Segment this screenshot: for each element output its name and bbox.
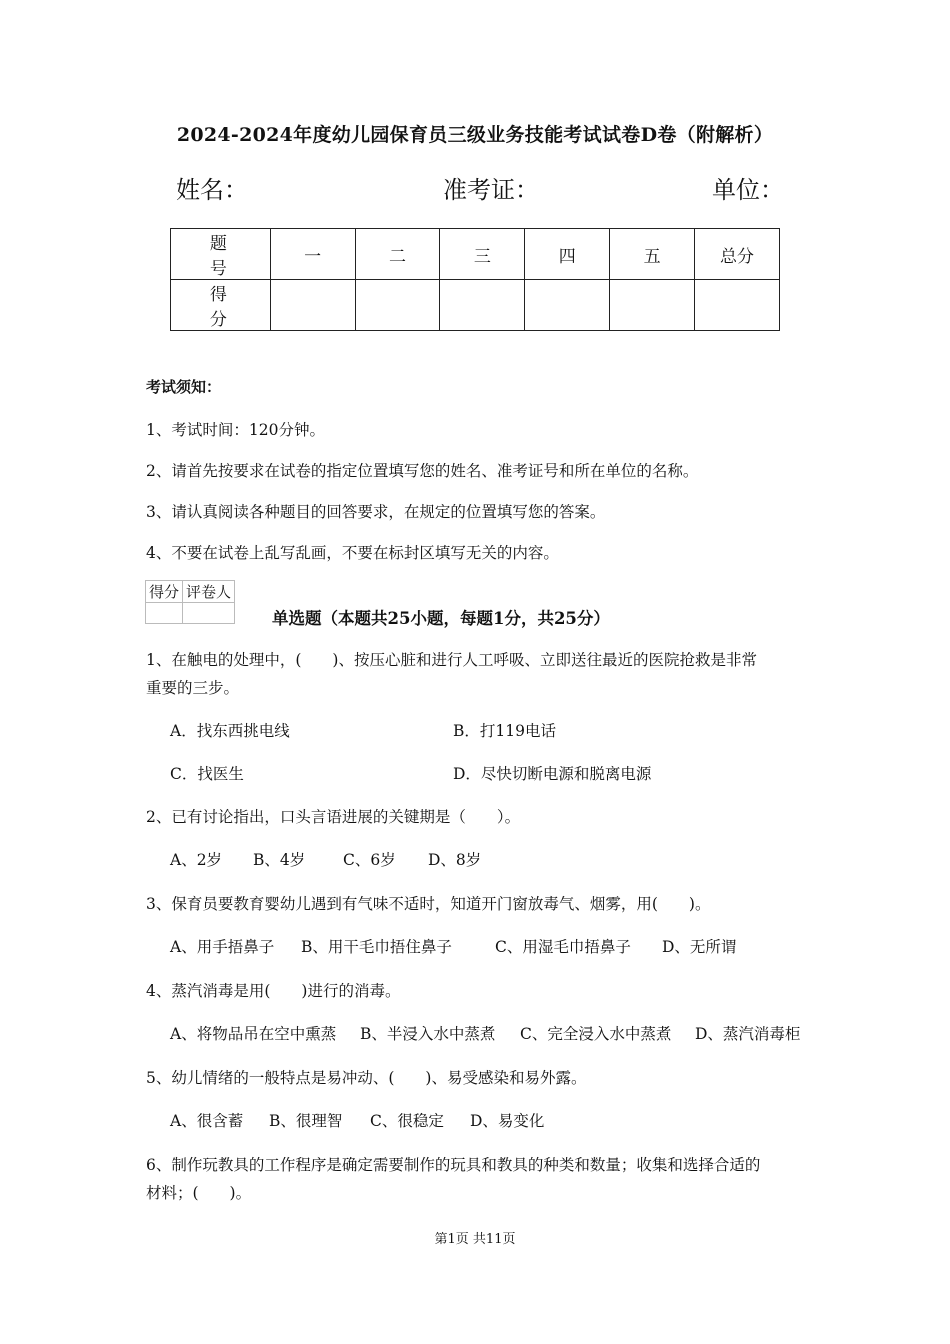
exam-number-field-label: 准考证： xyxy=(443,176,539,204)
notice-title: 考试须知： xyxy=(146,378,222,396)
score-table-row-label: 得 分 xyxy=(171,280,271,331)
question-2-option-b: B、4岁 xyxy=(253,851,306,869)
question-1-option-a: A．找东西挑电线 xyxy=(170,722,290,740)
question-5-option-a: A、很含蓄 xyxy=(170,1112,244,1130)
question-5-option-d: D、易变化 xyxy=(470,1112,545,1130)
score-cell-1 xyxy=(270,280,355,331)
grader-score-cell xyxy=(146,603,183,624)
notice-item: 3、请认真阅读各种题目的回答要求，在规定的位置填写您的答案。 xyxy=(146,503,606,521)
grader-score-label: 得分 xyxy=(146,581,183,603)
question-2-option-a: A、2岁 xyxy=(170,851,223,869)
score-cell-5 xyxy=(610,280,695,331)
notice-item: 2、请首先按要求在试卷的指定位置填写您的姓名、准考证号和所在单位的名称。 xyxy=(146,462,699,480)
score-col-4: 四 xyxy=(525,229,610,280)
question-2-option-d: D、8岁 xyxy=(428,851,482,869)
question-5-text: 5、幼儿情绪的一般特点是易冲动、( )、易受感染和易外露。 xyxy=(146,1069,587,1087)
question-1-option-d: D．尽快切断电源和脱离电源 xyxy=(453,765,652,783)
score-cell-2 xyxy=(355,280,440,331)
score-col-total: 总分 xyxy=(695,229,780,280)
score-table xyxy=(170,228,780,331)
question-1-text-cont: 重要的三步。 xyxy=(146,679,240,697)
question-4-option-d: D、蒸汽消毒柜 xyxy=(695,1025,801,1043)
question-1-option-b: B．打119电话 xyxy=(453,722,556,740)
grader-name-label: 评卷人 xyxy=(183,581,235,603)
question-1-text: 1、在触电的处理中，( )、按压心脏和进行人工呼吸、立即送往最近的医院抢救是非常 xyxy=(146,651,757,669)
question-4-option-c: C、完全浸入水中蒸煮 xyxy=(520,1025,672,1043)
score-cell-4 xyxy=(525,280,610,331)
question-3-option-c: C、用湿毛巾捂鼻子 xyxy=(495,938,631,956)
score-table-header-row xyxy=(171,229,780,280)
notice-item: 4、不要在试卷上乱写乱画，不要在标封区填写无关的内容。 xyxy=(146,544,559,562)
score-col-1: 一 xyxy=(270,229,355,280)
page-title: 2024-2024年度幼儿园保育员三级业务技能考试试卷D卷（附解析） xyxy=(176,124,774,146)
question-4-text: 4、蒸汽消毒是用( )进行的消毒。 xyxy=(146,982,401,1000)
question-3-text: 3、保育员要教育婴幼儿遇到有气味不适时，知道开门窗放毒气、烟雾，用( )。 xyxy=(146,895,711,913)
score-cell-3 xyxy=(440,280,525,331)
notice-item: 1、考试时间：120分钟。 xyxy=(146,421,325,439)
question-5-option-b: B、很理智 xyxy=(269,1112,343,1130)
question-2-option-c: C、6岁 xyxy=(343,851,396,869)
question-6-text-cont: 材料；( )。 xyxy=(146,1184,252,1202)
section-title: 单选题（本题共25小题，每题1分，共25分） xyxy=(272,609,610,628)
question-3-option-a: A、用手捂鼻子 xyxy=(170,938,275,956)
question-1-option-c: C．找医生 xyxy=(170,765,244,783)
grader-box xyxy=(145,580,235,624)
grader-name-cell xyxy=(183,603,235,624)
question-5-option-c: C、很稳定 xyxy=(370,1112,444,1130)
score-cell-total xyxy=(695,280,780,331)
score-table-header-label: 题 号 xyxy=(171,229,271,280)
question-3-option-d: D、无所谓 xyxy=(662,938,737,956)
question-4-option-a: A、将物品吊在空中熏蒸 xyxy=(170,1025,337,1043)
score-col-2: 二 xyxy=(355,229,440,280)
question-3-option-b: B、用干毛巾捂住鼻子 xyxy=(301,938,452,956)
page-footer: 第1页 共11页 xyxy=(434,1232,516,1247)
question-6-text: 6、制作玩教具的工作程序是确定需要制作的玩具和教具的种类和数量；收集和选择合适的 xyxy=(146,1156,761,1174)
question-4-option-b: B、半浸入水中蒸煮 xyxy=(360,1025,496,1043)
score-col-5: 五 xyxy=(610,229,695,280)
score-table-score-row xyxy=(171,280,780,331)
question-2-text: 2、已有讨论指出，口头言语进展的关键期是（ ）。 xyxy=(146,808,521,826)
unit-field-label: 单位： xyxy=(712,176,784,204)
name-field-label: 姓名： xyxy=(176,176,248,204)
score-col-3: 三 xyxy=(440,229,525,280)
